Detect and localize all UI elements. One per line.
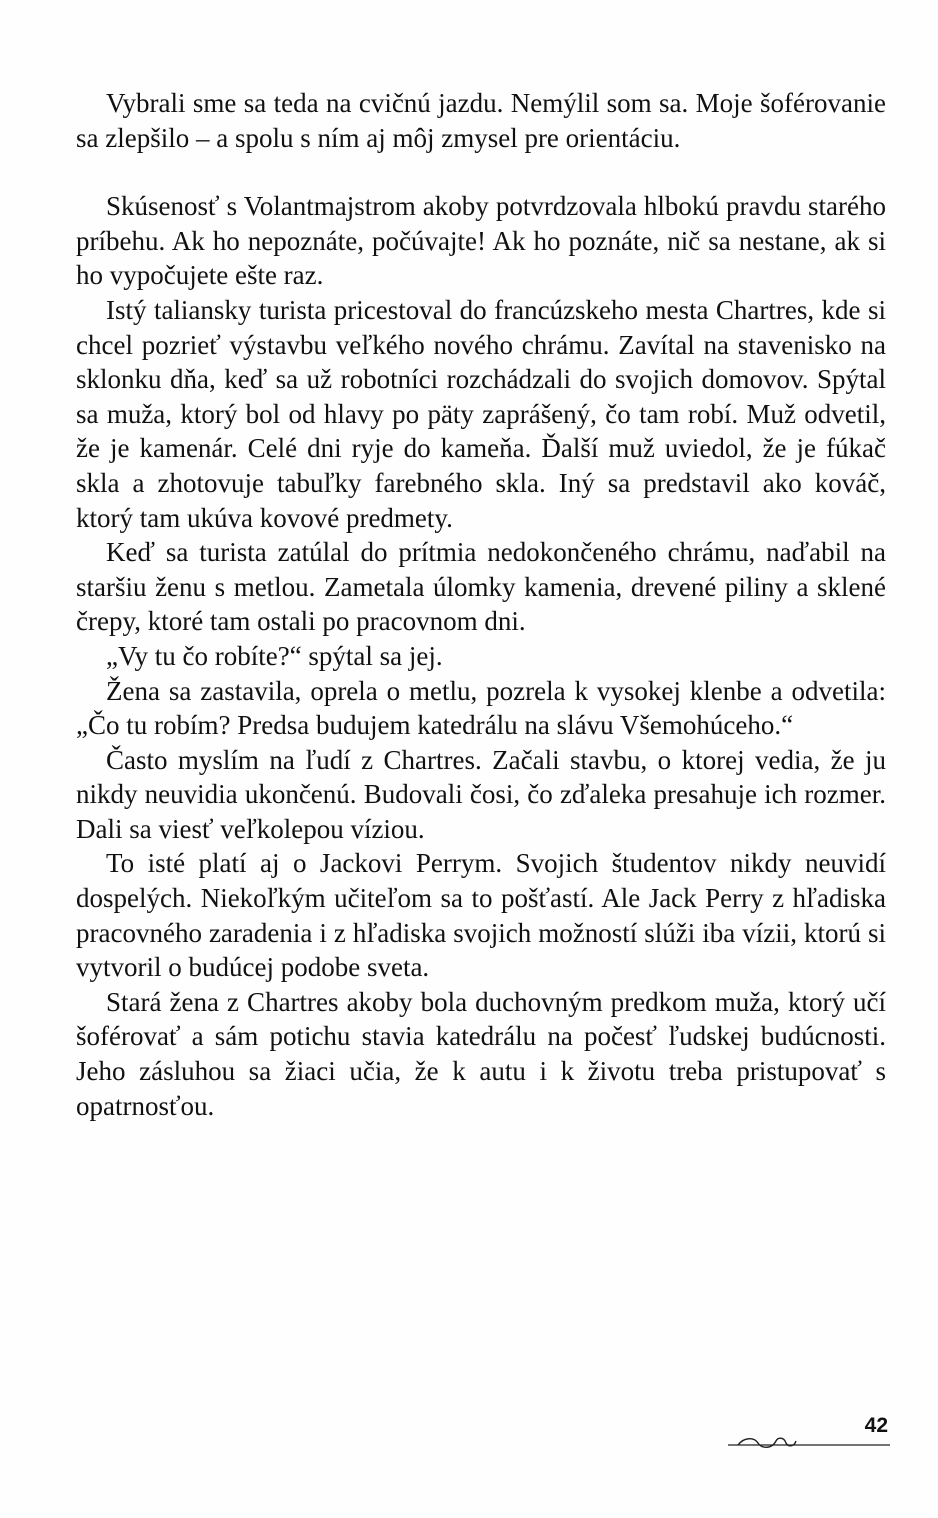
paragraph-7: Často myslím na ľudí z Chartres. Začali stavbu, o ktorej vedia, že ju nikdy neuvidia ukončenú. Budovali čosi, čo zďaleka presahuje ich rozmer. Dali sa viesť veľkolepou víziou. — [76, 744, 886, 844]
paragraph-5: „Vy tu čo robíte?“ spýtal sa jej. — [106, 640, 443, 671]
decorative-swirl-icon — [728, 1433, 890, 1451]
page-number: 42 — [864, 1414, 888, 1437]
paragraph-8: To isté platí aj o Jackovi Perrym. Svojich študentov nikdy neuvidí dospelých. Niekoľkým učiteľom sa to pošťastí. Ale Jack Perry z hľadiska pracovného zaradenia i z hľadiska svojich možností slúži iba vízii, ktorú si vytvoril o budúcej podobe sveta. — [76, 848, 886, 983]
body-text — [76, 86, 886, 1123]
paragraph-1: Vybrali sme sa teda na cvičnú jazdu. Nemýlil som sa. Moje šoférovanie sa zlepšilo – a spolu s ním aj môj zmysel pre orientáciu. — [76, 88, 886, 153]
paragraph-2: Skúsenosť s Volantmajstrom akoby potvrdzovala hlbokú pravdu starého príbehu. Ak ho nepoznáte, počúvajte! Ak ho poznáte, nič sa nestane, ak si ho vypočujete ešte raz. — [76, 191, 886, 291]
paragraph-4: Keď sa turista zatúlal do prítmia nedokončeného chrámu, naďabil na staršiu ženu s metlou. Zametala úlomky kamenia, drevené piliny a sklené črepy, ktoré tam ostali po pracovnom dni. — [76, 537, 886, 637]
paragraph-3: Istý taliansky turista pricestoval do francúzskeho mesta Chartres, kde si chcel pozrieť výstavbu veľkého nového chrámu. Zavítal na stavenisko na sklonku dňa, keď sa už robotníci rozchádzali do svojich domovov. Spýtal sa muža, ktorý bol od hlavy po päty zaprášený, čo tam robí. Muž odvetil, že je kamenár. Celé dni ryje do kameňa. Ďalší muž uviedol, že je fúkač skla a zhotovuje tabuľky farebného skla. Iný sa predstavil ako kováč, ktorý tam ukúva kovové predmety. — [76, 294, 886, 533]
paragraph-9: Stará žena z Chartres akoby bola duchovným predkom muža, ktorý učí šoférovať a sám potichu stavia katedrálu na počesť ľudskej budúcnosti. Jeho zásluhou sa žiaci učia, že k autu i k životu treba pristupovať s opatrnosťou. — [76, 986, 886, 1121]
paragraph-6: Žena sa zastavila, oprela o metlu, pozrela k vysokej klenbe a odvetila: „Čo tu robím? Predsa budujem katedrálu na slávu Všemohúceho.“ — [76, 675, 886, 741]
